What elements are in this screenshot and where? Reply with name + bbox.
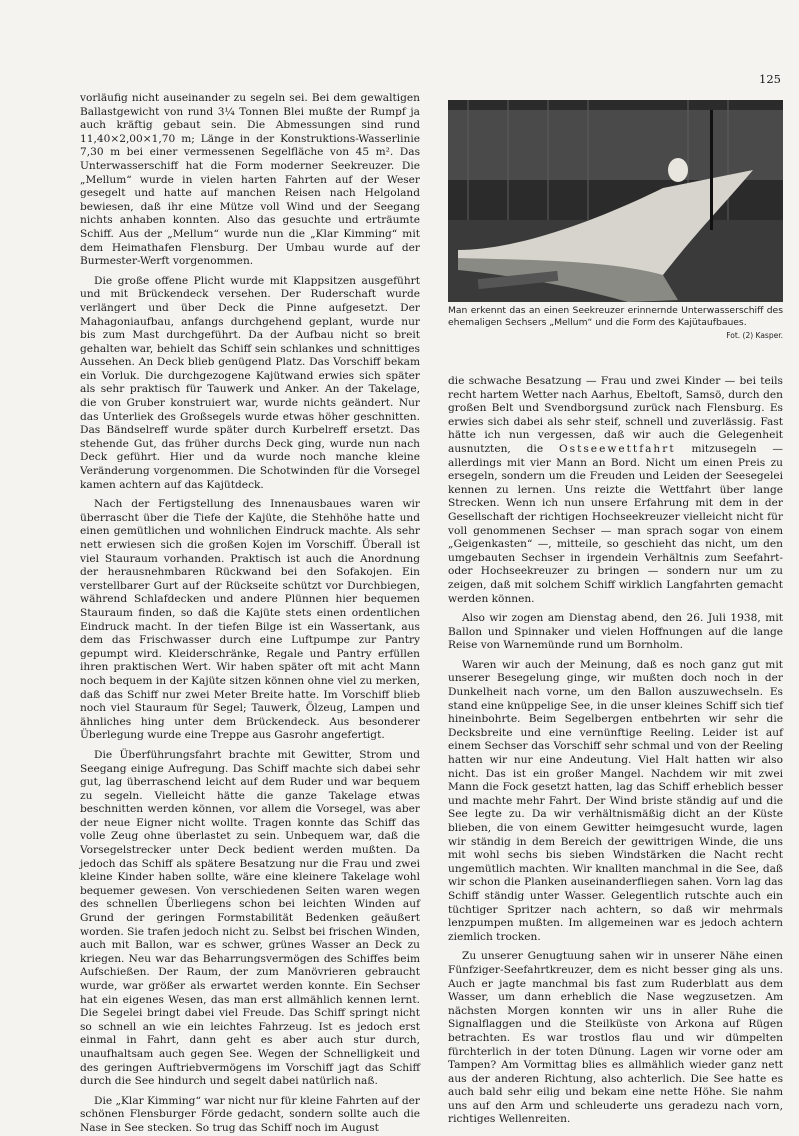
right-paragraph-1	[448, 375, 783, 606]
photo-credit: Fot. (2) Kasper.	[726, 331, 783, 340]
left-column	[80, 92, 420, 1136]
photo-caption	[448, 305, 783, 342]
right-column	[448, 375, 783, 1127]
right-paragraph-3: Waren wir auch der Meinung, daß es noch ganz gut mit unserer Besegelung ginge, wir mußten doch noch in der Dunkelheit nach vorne, um den Ballon auszuwechseln. Es stand eine knüppelige See, in die unser kleines Schiff sich tief hineinbohrte. Beim Segelbergen entbehrten wir sehr die Decksbreite und eine vernünftige Reeling. Leider ist auf einem Sechser das Vorschiff sehr schmal und von der Reeling hatten wir nur eine Andeutung. Viel Halt hatten wir also nicht. Das ist ein großer Mangel. Nachdem wir mit zwei Mann die Fock gesetzt hatten, lag das Schiff erheblich besser und machte mehr Fahrt. Der Wind briste ständig auf und die See legte zu. Da wir verhältnismäßig dicht an der Küste blieben, die von einem Gewitter heimgesucht wurde, lagen wir ständig in dem Bereich der gewittrigen Winde, die uns mit wohl sechs bis sieben Windstärken die Nacht recht ungemütlich machten. Wir knallten manchmal in die See, daß wir schon die Planken auseinanderfliegen sahen. Vorn lag das Schiff ständig unter Wasser. Gelegentlich rutschte auch ein tüchtiger Spritzer nach achtern, so daß wir mehrmals lenzpumpen mußten. Im allgemeinen war es jedoch achtern ziemlich trocken.	[448, 658, 783, 943]
left-paragraph-5: Die „Klar Kimming“ war nicht nur für kleine Fahrten auf der schönen Flensburger Förde gedacht, sondern sollte auch die Nase in See stecken. So trug das Schiff noch im August	[80, 1094, 420, 1134]
ostseewettfahrt-term: Ostseewettfahrt	[558, 442, 676, 455]
boat-hull-photo-icon	[448, 100, 783, 302]
boat-hull-photo	[448, 100, 783, 302]
right-paragraph-1-end: mitzusegeln — allerdings mit vier Mann an Bord. Nicht um einen Preis zu ersegeln, sondern um die Freuden und Leiden der Seesegelei kennen zu lernen. Uns reizte die Wettfahrt über lange Strecken. Wenn ich nun unsere Erfahrung mit dem in der Gesellschaft der richtigen Hochseekreuzer vielleicht nicht für voll genommenen Sechser — man sprach sogar von einem „Geigenkasten“ —, mitteile, so geschieht das nicht, um den umgebauten Sechser in irgendein Verhältnis zum Seefahrt- oder Hochseekreuzer zu bringen — sondern nur um zu zeigen, daß mit solchem Schiff wirklich Langfahrten gemacht werden können.	[448, 442, 783, 605]
page-number: 125	[759, 72, 781, 86]
left-paragraph-1: vorläufig nicht auseinander zu segeln sei. Bei dem gewaltigen Ballastgewicht von rund 3¼ Tonnen Blei mußte der Rumpf ja auch kräftig gebaut sein. Die Abmessungen sind rund 11,40×2,00×1,70 m; Länge in der Konstruktions-Wasserlinie 7,30 m bei einer vermessenen Segelfläche von 45 m². Das Unterwasserschiff hat die Form moderner Seekreuzer. Die „Mellum“ wurde in vielen harten Fahrten auf der Weser gesegelt und hatte auf manchen Reisen nach Helgoland bewiesen, daß ihr eine Mütze voll Wind und der Seegang nichts anhaben konnten. Also das gesuchte und erträumte Schiff. Aus der „Mellum“ wurde nun die „Klar Kimming“ mit dem Heimathafen Flensburg. Der Umbau wurde auf der Burmester-Werft vorgenommen.	[80, 92, 420, 268]
right-paragraph-4: Zu unserer Genugtuung sahen wir in unserer Nähe einen Fünfziger-Seefahrtkreuzer, dem es nicht besser ging als uns. Auch er jagte manchmal bis fast zum Ruderblatt aus dem Wasser, um dann erheblich die Nase wegzusetzen. Am nächsten Morgen konnten wir uns in aller Ruhe die Signalflaggen und die Steilküste von Arkona auf Rügen betrachten. Es war trostlos flau und wir dümpelten fürchterlich in der toten Dünung. Lagen wir vorne oder am Tampen? Am Vormittag blies es allmählich wieder ganz nett aus der anderen Richtung, also achterlich. Die See hatte es auch bald sehr eilig und bekam eine nette Höhe. Sie nahm uns auf den Arm und schleuderte uns geradezu nach vorn, richtiges Wellenreiten.	[448, 950, 783, 1126]
right-paragraph-2: Also wir zogen am Dienstag abend, den 26. Juli 1938, mit Ballon und Spinnaker und vielen Hoffnungen auf die lange Reise von Warnemünde rund um Bornholm.	[448, 612, 783, 652]
left-paragraph-4: Die Überführungsfahrt brachte mit Gewitter, Strom und Seegang einige Aufregung. Das Schiff machte sich dabei sehr gut, lag überraschend leicht auf dem Ruder und war bequem zu segeln. Vielleicht hätte die ganze Takelage etwas beschnitten werden können, vor allem die Vorsegel, was aber der neue Eigner nicht wollte. Tragen konnte das Schiff das volle Zeug ohne überlastet zu sein. Unbequem war, daß die Vorsegelstrecker unter Deck bedient werden mußten. Da jedoch das Schiff als spätere Besatzung nur die Frau und zwei kleine Kinder haben sollte, wäre eine kleinere Takelage wohl bequemer gewesen. Von verschiedenen Seiten waren wegen des schnellen Überliegens schon bei leichten Winden auf Grund der geringen Formstabilität Bedenken geäußert worden. Sie trafen jedoch nicht zu. Selbst bei frischen Winden, auch mit Ballon, war es schwer, grünes Wasser an Deck zu kriegen. Neu war das Beharrungsvermögen des Schiffes beim Aufschießen. Der Raum, der zum Manövrieren gebraucht wurde, war größer als erwartet werden konnte. Ein Sechser hat ein eigenes Wesen, das man erst allmählich kennen lernt. Die Segelei bringt dabei viel Freude. Das Schiff springt nicht so schnell an wie ein leichtes Fahrzeug. Ist es jedoch erst einmal in Fahrt, dann geht es aber auch stur durch, unaufhaltsam auch gegen See. Wegen der Schnelligkeit und des geringen Auftriebvermögens im Vorschiff jagt das Schiff durch die See hindurch und segelt dabei natürlich naß.	[80, 748, 420, 1088]
caption-text: Man erkennt das an einen Seekreuzer erinnernde Unterwasserschiff des ehemaligen Sechsers „Mellum“ und die Form des Kajütaufbaues.	[448, 305, 783, 328]
left-paragraph-3: Nach der Fertigstellung des Innenausbaues waren wir überrascht über die Tiefe der Kajüte, die Stehhöhe hatte und einen gemütlichen und wohnlichen Eindruck machte. Als sehr nett erwiesen sich die großen Kojen im Vorschiff. Überall ist viel Stauraum vorhanden. Praktisch ist auch die Anordnung der herausnehmbaren Rückwand bei den Sofakojen. Ein verstellbarer Gurt auf der Rückseite schützt vor Durchbiegen, während Schlafdecken und andere Plünnen hier bequemen Stauraum finden, so daß die Kajüte stets einen ordentlichen Eindruck macht. In der tiefen Bilge ist ein Wassertank, aus dem das Frischwasser durch eine Luftpumpe zur Pantry gepumpt wird. Kleiderschränke, Regale und Pantry erfüllen ihren praktischen Wert. Wir haben später oft mit acht Mann noch bequem in der Kajüte sitzen können ohne viel zu merken, daß das Schiff nur zwei Meter Breite hatte. Im Vorschiff blieb noch viel Stauraum für Segel; Tauwerk, Ölzeug, Lampen und ähnliches hing unter dem Brückendeck. Aus besonderer Überlegung wurde eine Treppe aus Gasrohr angefertigt.	[80, 498, 420, 742]
right-paragraph-1-start: die schwache Besatzung — Frau und zwei Kinder — bei teils recht hartem Wetter nach Aarhus, Ebeltoft, Samsö, durch den großen Belt und Svendborgsund zurück nach Flensburg. Es erwies sich dabei als sehr steif, schnell und zuverlässig. Fast hätte ich nun vergessen, daß wir auch die Gelegenheit ausnutzten, die	[448, 375, 783, 455]
left-paragraph-2: Die große offene Plicht wurde mit Klappsitzen ausgeführt und mit Brückendeck versehen. Der Ruderschaft wurde verlängert und über Deck die Pinne aufgesetzt. Der Mahagoniaufbau, anfangs durchgehend geplant, wurde nur bis zum Mast durchgeführt. Da der Aufbau nicht so breit gehalten war, behielt das Schiff sein schlankes und schnittiges Aussehen. An Deck blieb genügend Platz. Das Vorschiff bekam ein Vorluk. Die durchgezogene Kajütwand erwies sich später als sehr praktisch für Tauwerk und Anker. An der Takelage, die von Gruber konstruiert war, wurde nichts geändert. Nur das Unterliek des Großsegels wurde etwas höher geschnitten. Das Bändselreff wurde später durch Kurbelreff ersetzt. Das stehende Gut, das früher durchs Deck ging, wurde nun nach Deck geführt. Hier und da wurde noch manche kleine Veränderung vorgenommen. Die Schotwinden für die Vorsegel kamen achtern auf das Kajütdeck.	[80, 274, 420, 491]
